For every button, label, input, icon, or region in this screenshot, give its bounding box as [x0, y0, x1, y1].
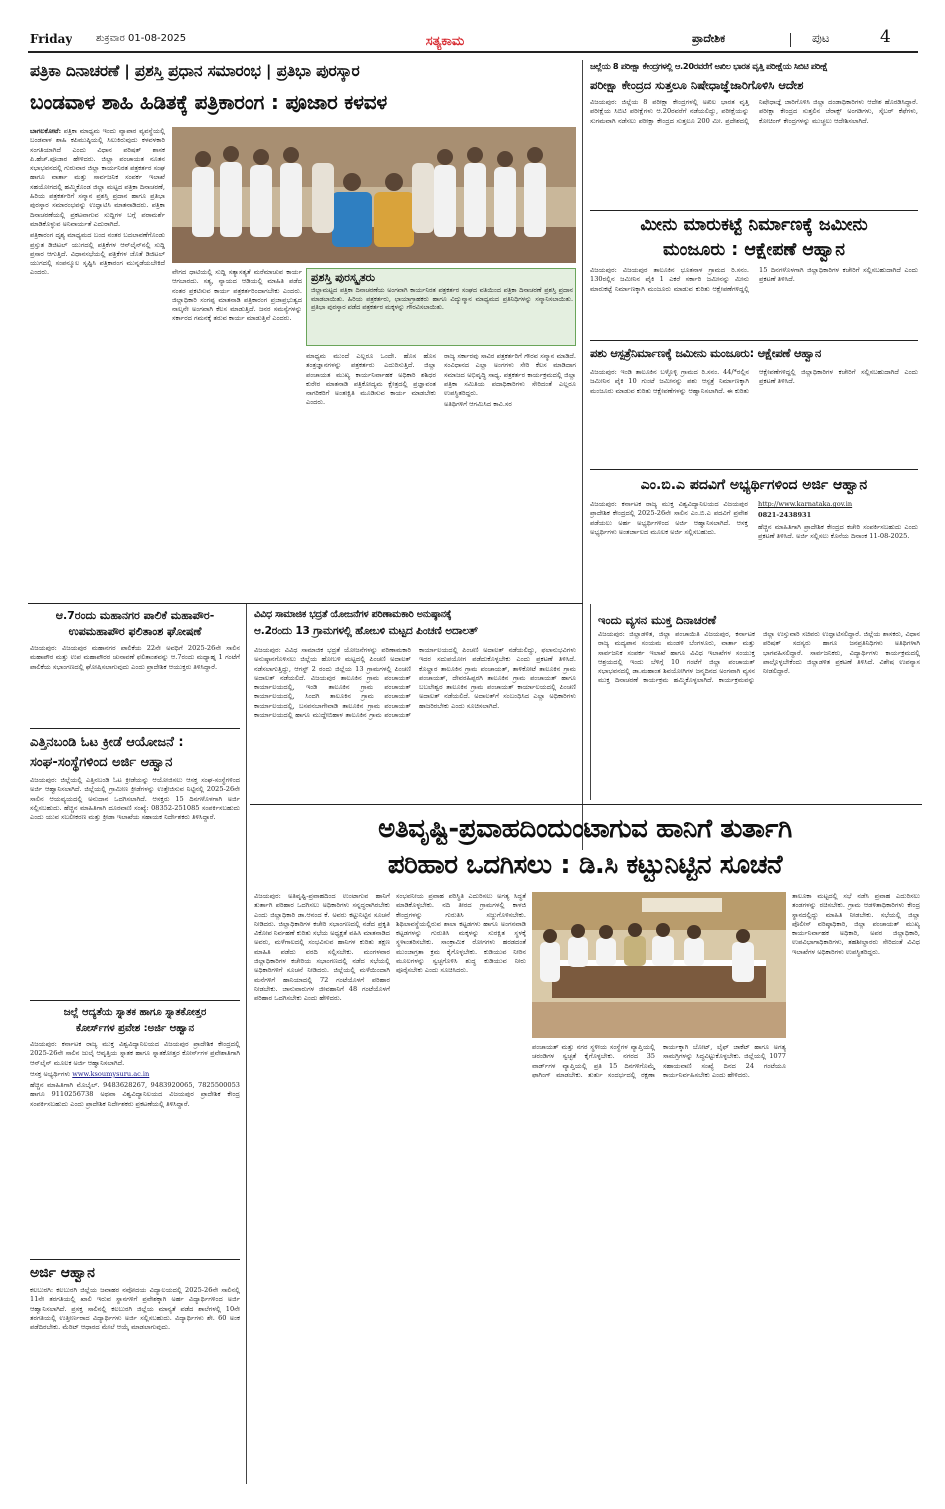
- flood-title-2: ಪರಿಹಾರ ಒದಗಿಸಲು : ಡಿ.ಸಿ ಕಟ್ಟುನಿಟ್ಟಿನ ಸೂಚನೆ: [387, 850, 783, 880]
- flood-top-rule: [250, 804, 922, 805]
- lead-caption-end: ಅತಿಥಿಗಳಿಗೆ ಆಗಮಿಸಿದ ಕಾವಿ.ಸರ: [444, 400, 512, 409]
- exam-text: ವಿಜಯಪುರ: ಜಿಲ್ಲೆಯ 8 ಪರೀಕ್ಷಾ ಕೇಂದ್ರಗಳಲ್ಲಿ ಅಖಿಲ ಭಾರತ ವೃತ್ತಿ ಪರೀಕ್ಷೆಯ ಸಿಬಿಟಿ ಪರೀಕ್ಷೆಗಳು ಆ.20ರವರೆಗೆ ನಡೆಯಲಿದ್ದು, ಪರೀಕ್ಷೆಯನ್ನು ಸುಗಮವಾಗಿ ನಡೆಸಲು ಪರೀಕ್ಷಾ ಕೇಂದ್ರದ ಸುತ್ತಲೂ 200 ಮೀ. ಪ್ರದೇಶದಲ್ಲಿ ನಿಷೇಧಾಜ್ಞೆ ಜಾರಿಗೊಳಿಸಿ ಜಿಲ್ಲಾ ದಂಡಾಧಿಕಾರಿಗಳು ಆದೇಶ ಹೊರಡಿಸಿದ್ದಾರೆ. ಪರೀಕ್ಷಾ ಕೇಂದ್ರದ ಸುತ್ತಲಿನ ಜೆರಾಕ್ಸ್ ಅಂಗಡಿಗಳು, ಸೈಬರ್ ಕೆಫೆಗಳು, ಕೋಚಿಂಗ್ ಕೇಂದ್ರಗಳನ್ನು ಮುಚ್ಚಲು ಆದೇಶಿಸಲಾಗಿದೆ.: [590, 98, 918, 125]
- flood-column-2: ಸಂಭವನೀಯ ಪ್ರವಾಹ ಪರಿಸ್ಥಿತಿ ಎದುರಿಸಲು ಅಗತ್ಯ ಸಿದ್ಧತೆ ಮಾಡಿಕೊಳ್ಳಬೇಕು. ನದಿ ತೀರದ ಗ್ರಾಮಗಳಲ್ಲಿ ಕಾಳಜಿ ಕೇಂದ್ರಗಳನ್ನು ಗುರುತಿಸಿ ಸಜ್ಜುಗೊಳಿಸಬೇಕು. ಶಿಥಿಲಾವಸ್ಥೆಯಲ್ಲಿರುವ ಶಾಲಾ ಕಟ್ಟಡಗಳು ಹಾಗೂ ಅಂಗನವಾಡಿ ಕಟ್ಟಡಗಳನ್ನು ಗುರುತಿಸಿ ಮಕ್ಕಳನ್ನು ಸುರಕ್ಷಿತ ಸ್ಥಳಕ್ಕೆ ಸ್ಥಳಾಂತರಿಸಬೇಕು. ಸಾಂಕ್ರಾಮಿಕ ರೋಗಗಳು ಹರಡದಂತೆ ಮುಂಜಾಗ್ರತಾ ಕ್ರಮ ಕೈಗೊಳ್ಳಬೇಕು. ಕುಡಿಯುವ ನೀರಿನ ಮೂಲಗಳನ್ನು ಸ್ವಚ್ಛಗೊಳಿಸಿ ಶುದ್ಧ ಕುಡಿಯುವ ನೀರು ಪೂರೈಸಬೇಕು ಎಂದು ಸೂಚಿಸಿದರು.: [396, 892, 526, 975]
- deaddiction-title: ಇಂದು ವ್ಯಸನ ಮುಕ್ತ ದಿನಾಚರಣೆ: [598, 613, 717, 627]
- flood-title-1: ಅತಿವೃಷ್ಟಿ-ಪ್ರವಾಹದಿಂದುಂಟಾಗುವ ಹಾನಿಗೆ ತುರ್ತಾಗಿ: [378, 814, 792, 844]
- mba-phone: 0821-2438931: [758, 511, 812, 520]
- mba-text: ವಿಜಯಪುರ: ಕರ್ನಾಟಕ ರಾಜ್ಯ ಮುಕ್ತ ವಿಶ್ವವಿದ್ಯಾನಿಲಯದ ವಿಜಯಪುರ ಪ್ರಾದೇಶಿಕ ಕೇಂದ್ರದಲ್ಲಿ 2025-26ನೇ ಸಾಲಿನ ಎಂ.ಬಿ.ಎ ಪದವಿಗೆ ಪ್ರವೇಶ ಪಡೆಯಲು ಅರ್ಹ ಅಭ್ಯರ್ಥಿಗಳಿಂದ ಅರ್ಜಿ ಆಹ್ವಾನಿಸಲಾಗಿದೆ. ಆಸಕ್ತ ಅಭ್ಯರ್ಥಿಗಳು ಅಂತರ್ಜಾಲದ ಮೂಲಕ ಅರ್ಜಿ ಸಲ್ಲಿಸಬಹುದು.: [590, 500, 748, 536]
- lead-text-3: ವೇಗದ ಧಾಟಿಯಲ್ಲಿ ಸುದ್ದಿ ಸತ್ಯಾಸತ್ಯತೆ ಮರೆಮಾಚುವ ಕಾರ್ಯ ಆಗಬಾರದು. ಸತ್ಯ, ನ್ಯಾಯದ ಆಡಿಯಲ್ಲಿ ಮಾಹಿತಿ ಪಡೆದ ನಂತರ ಪ್ರಕಟಿಸುವ ಕಾರ್ಯ ಪತ್ರಕರ್ತರಿಂದಾಗಬೇಕು ಎಂದರು. ಜಿಲ್ಲಾಧಿಕಾರಿ ಸಂಗಪ್ಪ ಮಾತನಾಡಿ ಪತ್ರಿಕಾರಂಗ ಪ್ರಜಾಪ್ರಭುತ್ವದ ನಾಲ್ಕನೇ ಅಂಗವಾಗಿ ಕೆಲಸ ಮಾಡುತ್ತಿದೆ. ಜನರ ಸಮಸ್ಯೆಗಳನ್ನು ಸರ್ಕಾರದ ಗಮನಕ್ಕೆ ತರುವ ಕಾರ್ಯ ಮಾಡುತ್ತಿವೆ ಎಂದರು.: [172, 268, 302, 323]
- left-column-rule: [246, 604, 247, 1484]
- middle-band-rule: [28, 603, 583, 604]
- courses-rule: [30, 1259, 240, 1260]
- masthead-page-label: ಪುಟ: [812, 31, 830, 45]
- lead-column-4: [444, 352, 576, 597]
- lead-column-1: [30, 127, 165, 597]
- lead-column-3: [306, 352, 436, 597]
- masthead-paper-text: ಸತ್ಯಕಾಮ: [425, 34, 465, 49]
- lead-photo-image: [172, 127, 576, 263]
- courses-title-2: ಕೋರ್ಸ್‌ಗಳ ಪ್ರವೇಶ :ಅರ್ಜಿ ಆಹ್ವಾನ: [75, 1023, 195, 1034]
- courses-site-label: ಆಸಕ್ತ ಅಭ್ಯರ್ಥಿಗಳು: [30, 1069, 71, 1078]
- mba-url[interactable]: http://www.karnataka.gov.in: [758, 500, 853, 508]
- mayor-title-2: ಉಪಮಹಾಪೌರ ಫಲಿತಾಂಶ ಘೋಷಣೆ: [68, 625, 202, 638]
- pension-title-1: ವಿವಿಧ ಸಾಮಾಜಿಕ ಭದ್ರತೆ ಯೋಜನೆಗಳ ಪರಿಣಾಮಕಾರಿ ಅನುಷ್ಠಾನಕ್ಕೆ: [254, 609, 452, 620]
- mba-title: ಎಂ.ಬಿ.ಎ ಪದವಿಗೆ ಅಭ್ಯರ್ಥಿಗಳಿಂದ ಅರ್ಜಿ ಆಹ್ವಾನ: [640, 477, 868, 493]
- lead-text-4: ಮಾಧ್ಯಮ ಮುಂದೆ ಎಲ್ಲರೂ ಒಂದೇ. ಹೊಸ ಹೊಸ ತಂತ್ರಜ್ಞಾನಗಳನ್ನು ಪತ್ರಕರ್ತರು ಎದುರಿಸುತ್ತಿದೆ. ಜಿಲ್ಲಾ ಪಂಚಾಯತ ಮುಖ್ಯ ಕಾರ್ಯನಿರ್ವಾಹಕ ಅಧಿಕಾರಿ ಶಶಿಧರ ಕುರೇರ ಮಾತನಾಡಿ ಪತ್ರಿಕೋದ್ಯಮ ಕ್ಷೇತ್ರದಲ್ಲಿ ಪ್ರಜ್ಞಾವಂತ ನಾಗರಿಕರಿಗೆ ಅಂತಃಕ್ಷಿತಿ ಮೂಡಿಸುವ ಕಾರ್ಯ ಮಾಡಬೇಕು ಎಂದರು.: [306, 352, 436, 407]
- fish-text: ವಿಜಯಪುರ: ವಿಜಯಪುರ ತಾಲೂಕಿನ ಭೂತನಾಳ ಗ್ರಾಮದ ರಿ.ಸನಂ. 130ರಲ್ಲಿನ ಜಮೀನಿನ ಪೈಕಿ 1 ಎಕರೆ ಸರ್ಕಾರಿ ಜಮೀನನ್ನು ಮೀನು ಮಾರುಕಟ್ಟೆ ನಿರ್ಮಾಣಕ್ಕಾಗಿ ಮಂಜೂರು ಮಾಡುವ ಕುರಿತು ಆಕ್ಷೇಪಣೆಗಳಿದ್ದಲ್ಲಿ 15 ದಿನಗಳೊಳಗಾಗಿ ಜಿಲ್ಲಾಧಿಕಾರಿಗಳ ಕಚೇರಿಗೆ ಸಲ್ಲಿಸಬಹುದಾಗಿದೆ ಎಂದು ಪ್ರಕಟಣೆ ತಿಳಿಸಿದೆ.: [590, 266, 918, 293]
- masthead-paper-name: [370, 30, 520, 50]
- mba-end-text: ಹೆಚ್ಚಿನ ಮಾಹಿತಿಗಾಗಿ ಪ್ರಾದೇಶಿಕ ಕೇಂದ್ರದ ಕಚೇರಿ ಸಂಪರ್ಕಿಸಬಹುದು ಎಂದು ಪ್ರಕಟಣೆ ತಿಳಿಸಿದೆ. ಅರ್ಜಿ ಸಲ್ಲಿಸಲು ಕೊನೆಯ ದಿನಾಂಕ 11-08-2025.: [758, 522, 918, 540]
- flood-column-3: ಪಂಚಾಯತ್ ಮತ್ತು ನಗರ ಸ್ಥಳೀಯ ಸಂಸ್ಥೆಗಳ ವ್ಯಾಪ್ತಿಯಲ್ಲಿ ಚರಂಡಿಗಳ ಸ್ವಚ್ಛತೆ ಕೈಗೊಳ್ಳಬೇಕು. ನಗರದ 35 ವಾರ್ಡ್‌ಗಳ ವ್ಯಾಪ್ತಿಯಲ್ಲಿ ಪ್ರತಿ 15 ದಿನಗಳಿಗೊಮ್ಮೆ ಫಾಗಿಂಗ್ ಮಾಡಬೇಕು. ತುರ್ತು ಸಂದರ್ಭದಲ್ಲಿ ರಕ್ಷಣಾ ಕಾರ್ಯಕ್ಕಾಗಿ ಬೋಟ್, ಲೈಫ್ ಜಾಕೆಟ್ ಹಾಗೂ ಅಗತ್ಯ ಸಾಮಗ್ರಿಗಳನ್ನು ಸಿದ್ಧವಿಟ್ಟುಕೊಳ್ಳಬೇಕು. ಜಿಲ್ಲೆಯಲ್ಲಿ 1077 ಸಹಾಯವಾಣಿ ಸಂಖ್ಯೆ ದಿನದ 24 ಗಂಟೆಯೂ ಕಾರ್ಯನಿರ್ವಹಿಸಬೇಕು ಎಂದು ಹೇಳಿದರು.: [532, 1043, 786, 1079]
- lead-text-1: ಪತ್ರಿಕಾ ಮಾಧ್ಯಮ ಇಂದು ವ್ಯಾಪಾರ ವ್ಯವಸ್ಥೆಯಲ್ಲಿ ಬಂಡವಾಳ ಶಾಹಿ ಕಪಿಮುಷ್ಠಿಯಲ್ಲಿ ಸಿಲುಕಿರುವುದು ಕಳವಳಕಾರಿ ಸಂಗತಿಯಾಗಿದೆ ಎಂದು ವಿಧಾನ ಪರಿಷತ್ ಶಾಸಕ ಪಿ.ಹೆಚ್.ಪೂಜಾರ ಹೇಳಿದರು. ಜಿಲ್ಲಾ ಪಂಚಾಯತ ನೂತನ ಸಭಾಭವನದಲ್ಲಿ ಗುರುವಾರ ಜಿಲ್ಲಾ ಕಾರ್ಯನಿರತ ಪತ್ರಕರ್ತರ ಸಂಘ ಹಾಗೂ ವಾರ್ತಾ ಮತ್ತು ಸಾರ್ವಜನಿಕ ಸಂಪರ್ಕ ಇಲಾಖೆ ಸಹಯೋಗದಲ್ಲಿ ಹಮ್ಮಿಕೊಂಡ ಜಿಲ್ಲಾ ಮಟ್ಟದ ಪತ್ರಿಕಾ ದಿನಾಚರಣೆ, ಹಿರಿಯ ಪತ್ರಕರ್ತರಿಗೆ ಸನ್ಮಾನ ಪ್ರಶಸ್ತಿ ಪ್ರದಾನ ಹಾಗೂ ಪ್ರತಿಭಾ ಪುರಸ್ಕಾರ ಸಮಾರಂಭವನ್ನು ಉದ್ಘಾಟಿಸಿ ಮಾತನಾಡಿದರು. ಪತ್ರಿಕಾ ದಿನಾಚರಣೆಯಲ್ಲಿ ಪ್ರಕಟವಾಗುವ ಸುದ್ದಿಗಳ ಬಗ್ಗೆ ಪರಾಮರ್ಶೆ ಮಾಡಿಕೊಳ್ಳುವ ಅನಿವಾರ್ಯತೆ ಎದುರಾಗಿದೆ.: [30, 127, 165, 228]
- sports-rule: [30, 1000, 240, 1001]
- pension-rule: [590, 604, 591, 800]
- courses-phones: ಹೆಚ್ಚಿನ ಮಾಹಿತಿಗಾಗಿ ಮೊಬೈಲ್. 9483628267, 9483920065, 7825500053 ಹಾಗೂ 9110256738 ಅಥವಾ ವಿಶ್ವವಿದ್ಯಾನಿಲಯದ ವಿಜಯಪುರ ಪ್ರಾದೇಶಿಕ ಕೇಂದ್ರ ಸಂಪರ್ಕಿಸಬಹುದು ಎಂದು ಪ್ರಾದೇಶಿಕ ನಿರ್ದೇಶಕರು ಪ್ರಕಟಣೆಯಲ್ಲಿ ತಿಳಿಸಿದ್ದಾರೆ.: [30, 1081, 240, 1108]
- lead-headline-1: ಪತ್ರಿಕಾ ದಿನಾಚರಣೆ | ಪ್ರಶಸ್ತಿ ಪ್ರಧಾನ ಸಮಾರಂಭ | ಪ್ರತಿಭಾ ಪುರಸ್ಕಾರ: [30, 62, 360, 80]
- fish-title-2: ಮಂಜೂರು : ಆಕ್ಷೇಪಣೆ ಆಹ್ವಾನ: [663, 240, 845, 260]
- masthead-divider: [790, 33, 791, 47]
- sports-text: ವಿಜಯಪುರ: ಜಿಲ್ಲೆಯಲ್ಲಿ ಎತ್ತಿನಬಂಡಿ ಓಟ ಕ್ರೀಡೆಯನ್ನು ಆಯೋಜಿಸಲು ಆಸಕ್ತ ಸಂಘ-ಸಂಸ್ಥೆಗಳಿಂದ ಅರ್ಜಿ ಆಹ್ವಾನಿಸಲಾಗಿದೆ. ಜಿಲ್ಲೆಯಲ್ಲಿ ಗ್ರಾಮೀಣ ಕ್ರೀಡೆಗಳನ್ನು ಉತ್ತೇಜಿಸುವ ನಿಟ್ಟಿನಲ್ಲಿ 2025-26ನೇ ಸಾಲಿನ ಆಯವ್ಯಯದಲ್ಲಿ ಅನುದಾನ ಒದಗಿಸಲಾಗಿದೆ. ಆಸಕ್ತರು 15 ದಿನಗಳೊಳಗಾಗಿ ಅರ್ಜಿ ಸಲ್ಲಿಸಬಹುದು. ಹೆಚ್ಚಿನ ಮಾಹಿತಿಗಾಗಿ ದೂರವಾಣಿ ಸಂಖ್ಯೆ: 08352-251085 ಸಂಪರ್ಕಿಸಬಹುದು ಎಂದು ಯುವ ಸಬಲೀಕರಣ ಮತ್ತು ಕ್ರೀಡಾ ಇಲಾಖೆಯ ಸಹಾಯಕ ನಿರ್ದೇಶಕರು ತಿಳಿಸಿದ್ದಾರೆ.: [30, 776, 240, 822]
- lead-column-2: [172, 268, 302, 598]
- masthead-section: ಪ್ರಾದೇಶಿಕ: [692, 32, 726, 45]
- mayor-rule: [30, 728, 240, 729]
- award-box: [306, 268, 576, 346]
- masthead-day: Friday: [30, 32, 73, 46]
- application-title: ಅರ್ಜಿ ಆಹ್ವಾನ: [30, 1265, 95, 1281]
- lead-text-2: ಪತ್ರಿಕಾರಂಗ ದೃಶ್ಯ ಮಾಧ್ಯಮದ ಬಂದ ನಂತರ ಬದಲಾವಣೆಗೊಂಡು ಪ್ರಸ್ತುತ ಡಿಜಿಟಲ್ ಯುಗದಲ್ಲಿ ಪತ್ರಿಕೆಗಳ ಆನ್‌ಲೈನ್‌ನಲ್ಲಿ ಸುದ್ದಿ ಪ್ರಸಾರ ಆಗುತ್ತಿದೆ. ವಿಧಾನಸಭೆಯಲ್ಲಿ ಪತ್ರಿಕೆಗಳ ಜೊತೆ ಡಿಜಿಟಲ್ ಯುಗದಲ್ಲಿ ಸಂಪನ್ಮೂಲ ಸೃಷ್ಟಿಸಿ ಪತ್ರಿಕಾರಂಗ ಮುನ್ನಡೆಯಬೇಕಿದೆ ಎಂದರು.: [30, 231, 165, 277]
- exam-title-1: ಜಲ್ಲೆಯ 8 ಪರೀಕ್ಷಾ ಕೇಂದ್ರಗಳಲ್ಲಿ ಆ.20ರವರೆಗೆ ಅಖಿಲ ಭಾರತ ವೃತ್ತಿ ಪರೀಕ್ಷೆಯ ಸಿಬಿಟಿ ಪರೀಕ್ಷೆ: [590, 61, 828, 71]
- mayor-title-1: ಆ.7ರಂದು ಮಹಾನಗರ ಪಾಲಿಕೆ ಮಹಾಪೌರ-: [55, 609, 215, 622]
- deaddiction-text: ವಿಜಯಪುರ: ಜಿಲ್ಲಾಡಳಿತ, ಜಿಲ್ಲಾ ಪಂಚಾಯಿತಿ ವಿಜಯಪುರ, ಕರ್ನಾಟಕ ರಾಜ್ಯ ಮದ್ಯಪಾನ ಸಂಯಮ ಮಂಡಳಿ ಬೆಂಗಳೂರು, ವಾರ್ತಾ ಮತ್ತು ಸಾರ್ವಜನಿಕ ಸಂಪರ್ಕ ಇಲಾಖೆ ಹಾಗೂ ವಿವಿಧ ಇಲಾಖೆಗಳ ಸಂಯುಕ್ತ ಆಶ್ರಯದಲ್ಲಿ ಇಂದು ಬೆಳಿಗ್ಗೆ 10 ಗಂಟೆಗೆ ಜಿಲ್ಲಾ ಪಂಚಾಯತ್ ಸಭಾಭವನದಲ್ಲಿ ಡಾ.ಮಹಾಂತ ಶಿವಯೋಗಿಗಳ ಜನ್ಮದಿನದ ಅಂಗವಾಗಿ ವ್ಯಸನ ಮುಕ್ತ ದಿನಾಚರಣೆ ಕಾರ್ಯಕ್ರಮ ಹಮ್ಮಿಕೊಳ್ಳಲಾಗಿದೆ. ಕಾರ್ಯಕ್ರಮವನ್ನು ಜಿಲ್ಲಾ ಉಸ್ತುವಾರಿ ಸಚಿವರು ಉದ್ಘಾಟಿಸಲಿದ್ದಾರೆ. ಜಿಲ್ಲೆಯ ಶಾಸಕರು, ವಿಧಾನ ಪರಿಷತ್ ಸದಸ್ಯರು ಹಾಗೂ ಜನಪ್ರತಿನಿಧಿಗಳು ಅತಿಥಿಗಳಾಗಿ ಭಾಗವಹಿಸಲಿದ್ದಾರೆ. ಸಾರ್ವಜನಿಕರು, ವಿದ್ಯಾರ್ಥಿಗಳು ಕಾರ್ಯಕ್ರಮದಲ್ಲಿ ಪಾಲ್ಗೊಳ್ಳಬೇಕೆಂದು ಜಿಲ್ಲಾಡಳಿತ ಪ್ರಕಟಣೆ ತಿಳಿಸಿದೆ. ವಿಶೇಷ ಉಪನ್ಯಾಸ ನೀಡಲಿದ್ದಾರೆ.: [598, 630, 920, 685]
- application-text: ಕಲಬುರಗಿ: ಕಲಬುರಗಿ ಜಿಲ್ಲೆಯ ಜವಾಹರ ನವೋದಯ ವಿದ್ಯಾಲಯದಲ್ಲಿ 2025-26ನೇ ಸಾಲಿನಲ್ಲಿ 11ನೇ ತರಗತಿಯಲ್ಲಿ ಖಾಲಿ ಇರುವ ಸ್ಥಾನಗಳಿಗೆ ಪ್ರವೇಶಕ್ಕಾಗಿ ಅರ್ಹ ವಿದ್ಯಾರ್ಥಿಗಳಿಂದ ಅರ್ಜಿ ಆಹ್ವಾನಿಸಲಾಗಿದೆ. ಪ್ರಸಕ್ತ ಸಾಲಿನಲ್ಲಿ ಕಲಬುರಗಿ ಜಿಲ್ಲೆಯ ಮಾನ್ಯತೆ ಪಡೆದ ಶಾಲೆಗಳಲ್ಲಿ 10ನೇ ತರಗತಿಯಲ್ಲಿ ಉತ್ತೀರ್ಣರಾದ ವಿದ್ಯಾರ್ಥಿಗಳು ಅರ್ಜಿ ಸಲ್ಲಿಸಬಹುದು. ವಿದ್ಯಾರ್ಥಿಗಳು ಶೇ. 60 ಅಂಕ ಪಡೆದಿರಬೇಕು. ಮೆರಿಟ್ ಆಧಾರದ ಮೇಲೆ ಆಯ್ಕೆ ಮಾಡಲಾಗುವುದು.: [30, 1286, 240, 1332]
- flood-meeting-photo: [532, 892, 786, 1038]
- flood-column-4: ತಾಲೂಕಾ ಮಟ್ಟದಲ್ಲಿ ಸಭೆ ನಡೆಸಿ ಪ್ರವಾಹ ಎದುರಿಸಲು ತಂಡಗಳನ್ನು ರಚಿಸಬೇಕು. ಗ್ರಾಮ ಆಡಳಿತಾಧಿಕಾರಿಗಳು ಕೇಂದ್ರ ಸ್ಥಾನದಲ್ಲಿದ್ದು ಮಾಹಿತಿ ನೀಡಬೇಕು. ಸಭೆಯಲ್ಲಿ ಜಿಲ್ಲಾ ಪೊಲೀಸ್ ವರಿಷ್ಠಾಧಿಕಾರಿ, ಜಿಲ್ಲಾ ಪಂಚಾಯತ್ ಮುಖ್ಯ ಕಾರ್ಯನಿರ್ವಾಹಕ ಅಧಿಕಾರಿ, ಅಪರ ಜಿಲ್ಲಾಧಿಕಾರಿ, ಉಪವಿಭಾಗಾಧಿಕಾರಿಗಳು, ತಹಶೀಲ್ದಾರರು ಸೇರಿದಂತೆ ವಿವಿಧ ಇಲಾಖೆಗಳ ಅಧಿಕಾರಿಗಳು ಉಪಸ್ಥಿತರಿದ್ದರು.: [792, 892, 920, 956]
- fish-rule: [590, 340, 918, 341]
- masthead-page-number: 4: [880, 27, 891, 47]
- masthead-rule: [28, 51, 918, 53]
- flood-column-1: ವಿಜಯಪುರ: ಅತಿವೃಷ್ಟಿ-ಪ್ರವಾಹದಿಂದ ಉಂಟಾಗುವ ಹಾನಿಗೆ ತುರ್ತಾಗಿ ಪರಿಹಾರ ಒದಗಿಸಲು ಅಧಿಕಾರಿಗಳು ಸನ್ನದ್ಧರಾಗಿರಬೇಕು ಎಂದು ಜಿಲ್ಲಾಧಿಕಾರಿ ಡಾ.ಆನಂದ ಕೆ. ಅವರು ಕಟ್ಟುನಿಟ್ಟಿನ ಸೂಚನೆ ನೀಡಿದರು. ಜಿಲ್ಲಾಧಿಕಾರಿಗಳ ಕಚೇರಿ ಸಭಾಂಗಣದಲ್ಲಿ ನಡೆದ ಪ್ರಕೃತಿ ವಿಕೋಪ ನಿರ್ವಹಣೆ ಕುರಿತು ಸಭೆಯ ಅಧ್ಯಕ್ಷತೆ ವಹಿಸಿ ಮಾತನಾಡಿದ ಅವರು, ಮಳೆಗಾಲದಲ್ಲಿ ಸಂಭವಿಸುವ ಹಾನಿಗಳ ಕುರಿತು ತಕ್ಷಣ ಮಾಹಿತಿ ಪಡೆದು ವರದಿ ಸಲ್ಲಿಸಬೇಕು. ಮಂಗಳವಾರ ಜಿಲ್ಲಾಧಿಕಾರಿಗಳ ಕಚೇರಿಯ ಸಭಾಂಗಣದಲ್ಲಿ ನಡೆದ ಸಭೆಯಲ್ಲಿ ಅಧಿಕಾರಿಗಳಿಗೆ ಸೂಚನೆ ನೀಡಿದರು. ಜಿಲ್ಲೆಯಲ್ಲಿ ಮಳೆಯಿಂದಾಗಿ ಮನೆಗಳಿಗೆ ಹಾನಿಯಾದಲ್ಲಿ 72 ಗಂಟೆಯೊಳಗೆ ಪರಿಹಾರ ನೀಡಬೇಕು. ಜಾನುವಾರುಗಳ ಜೀವಹಾನಿಗೆ 48 ಗಂಟೆಯೊಳಗೆ ಪರಿಹಾರ ಒದಗಿಸಬೇಕು ಎಂದು ಹೇಳಿದರು.: [254, 892, 390, 1003]
- masthead-date: ಶುಕ್ರವಾರ 01-08-2025: [96, 33, 187, 44]
- award-box-title: ಪ್ರಶಸ್ತಿ ಪುರಸ್ಕೃತರು: [311, 271, 375, 284]
- column-rule-right: [582, 60, 583, 850]
- lead-photo: [172, 127, 576, 263]
- pension-title-2: ಆ.2ರಂದು 13 ಗ್ರಾಮಗಳಲ್ಲಿ ಹೋಬಳಿ ಮಟ್ಟದ ಪಿಂಚಣಿ ಅದಾಲತ್: [254, 625, 478, 637]
- mba-col-1: [590, 500, 748, 610]
- award-box-text: ಜಿಲ್ಲಾಮಟ್ಟದ ಪತ್ರಿಕಾ ದಿನಾಚರಣೆಯ ಅಂಗವಾಗಿ ಕಾರ್ಯನಿರತ ಪತ್ರಕರ್ತರ ಸಂಘದ ವತಿಯಿಂದ ಪತ್ರಿಕಾ ದಿನಾಚರಣೆ ಪ್ರಶಸ್ತಿ ಪ್ರದಾನ ಮಾಡಲಾಯಿತು. ಹಿರಿಯ ಪತ್ರಕರ್ತರು, ಛಾಯಾಗ್ರಾಹಕರು ಹಾಗೂ ವಿದ್ಯುನ್ಮಾನ ಮಾಧ್ಯಮದ ಪ್ರತಿನಿಧಿಗಳನ್ನು ಸನ್ಮಾನಿಸಲಾಯಿತು. ಪ್ರತಿಭಾ ಪುರಸ್ಕಾರ ಪಡೆದ ಪತ್ರಕರ್ತರ ಮಕ್ಕಳನ್ನು ಗೌರವಿಸಲಾಯಿತು.: [311, 286, 573, 312]
- exam-title-2: ಪರೀಕ್ಷಾ ಕೇಂದ್ರದ ಸುತ್ತಲೂ ನಿಷೇಧಾಜ್ಞೆಜಾರಿಗೊಳಿಸಿ ಆದೇಶ: [590, 78, 804, 92]
- lead-dateline: ಬಾಗಲಕೋಟೆ:: [30, 127, 62, 135]
- fish-title-1: ಮೀನು ಮಾರುಕಟ್ಟೆ ನಿರ್ಮಾಣಕ್ಕೆ ಜಮೀನು: [640, 215, 868, 235]
- vet-rule: [590, 469, 918, 470]
- mba-col-2: [758, 500, 918, 610]
- courses-site-link[interactable]: www.ksoumysuru.ac.in: [72, 1069, 150, 1078]
- pension-text: ವಿಜಯಪುರ: ವಿವಿಧ ಸಾಮಾಜಿಕ ಭದ್ರತೆ ಯೋಜನೆಗಳನ್ನು ಪರಿಣಾಮಕಾರಿ ಅನುಷ್ಠಾನಗೊಳಿಸಲು ಜಿಲ್ಲೆಯ ಹೋಬಳಿ ಮಟ್ಟದಲ್ಲಿ ಪಿಂಚಣಿ ಅದಾಲತ್ ನಡೆಸಲಾಗುತ್ತಿದ್ದು, ಆಗಸ್ಟ್ 2 ರಂದು ಜಿಲ್ಲೆಯ 13 ಗ್ರಾಮಗಳಲ್ಲಿ ಪಿಂಚಣಿ ಅದಾಲತ್ ನಡೆಯಲಿದೆ. ವಿಜಯಪುರ ತಾಲೂಕಿನ ಗ್ರಾಮ ಪಂಚಾಯತ್ ಕಾರ್ಯಾಲಯದಲ್ಲಿ, ಇಂಡಿ ತಾಲೂಕಿನ ಗ್ರಾಮ ಪಂಚಾಯತ್ ಕಾರ್ಯಾಲಯದಲ್ಲಿ, ಸಿಂದಗಿ ತಾಲೂಕಿನ ಗ್ರಾಮ ಪಂಚಾಯತ್ ಕಾರ್ಯಾಲಯದಲ್ಲಿ, ಬಸವನಬಾಗೇವಾಡಿ ತಾಲೂಕಿನ ಗ್ರಾಮ ಪಂಚಾಯತ್ ಕಾರ್ಯಾಲಯದಲ್ಲಿ ಹಾಗೂ ಮುದ್ದೇಬಿಹಾಳ ತಾಲೂಕಿನ ಗ್ರಾಮ ಪಂಚಾಯತ್ ಕಾರ್ಯಾಲಯದಲ್ಲಿ ಪಿಂಚಣಿ ಅದಾಲತ್ ನಡೆಯಲಿದ್ದು, ಫಲಾನುಭವಿಗಳು ಇದರ ಸದುಪಯೋಗ ಪಡೆದುಕೊಳ್ಳಬೇಕು ಎಂದು ಪ್ರಕಟಣೆ ತಿಳಿಸಿದೆ. ಕೊಲ್ಹಾರ ತಾಲೂಕಿನ ಗ್ರಾಮ ಪಂಚಾಯತ್, ತಾಳಿಕೋಟೆ ತಾಲೂಕಿನ ಗ್ರಾಮ ಪಂಚಾಯತ್, ದೇವರಹಿಪ್ಪರಗಿ ತಾಲೂಕಿನ ಗ್ರಾಮ ಪಂಚಾಯತ್ ಹಾಗೂ ಬಬಲೇಶ್ವರ ತಾಲೂಕಿನ ಗ್ರಾಮ ಪಂಚಾಯತ್ ಕಾರ್ಯಾಲಯದಲ್ಲಿ ಪಿಂಚಣಿ ಅದಾಲತ್ ನಡೆಯಲಿದೆ. ಅದಾಲತ್‌ಗೆ ಸಂಬಂಧಿಸಿದ ಎಲ್ಲಾ ಅಧಿಕಾರಿಗಳು ಹಾಜರಿರಬೇಕು ಎಂದು ಸೂಚಿಸಲಾಗಿದೆ.: [254, 646, 576, 720]
- mayor-text: ವಿಜಯಪುರ: ವಿಜಯಪುರ ಮಹಾನಗರ ಪಾಲಿಕೆಯ 22ನೇ ಅವಧಿಗೆ 2025-26ನೇ ಸಾಲಿನ ಮಹಾಪೌರ ಮತ್ತು ಉಪ ಮಹಾಪೌರರ ಚುನಾವಣೆ ಫಲಿತಾಂಶವನ್ನು ಆ.7ರಂದು ಮಧ್ಯಾಹ್ನ 1 ಗಂಟೆಗೆ ಪಾಲಿಕೆಯ ಸಭಾಂಗಣದಲ್ಲಿ ಘೋಷಿಸಲಾಗುವುದು ಎಂದು ಪ್ರಾದೇಶಿಕ ಆಯುಕ್ತರು ತಿಳಿಸಿದ್ದಾರೆ.: [30, 644, 240, 671]
- courses-box: [30, 1040, 240, 1255]
- lead-headline-2: ಬಂಡವಾಳ ಶಾಹಿ ಹಿಡಿತಕ್ಕೆ ಪತ್ರಿಕಾರಂಗ : ಪೂಜಾರ ಕಳವಳ: [30, 90, 388, 114]
- flood-meeting-photo-image: [532, 892, 786, 1038]
- sports-title-2: ಸಂಘ-ಸಂಸ್ಥೆಗಳಿಂದ ಅರ್ಜಿ ಆಹ್ವಾನ: [30, 755, 173, 770]
- vet-text: ವಿಜಯಪುರ: ಇಂಡಿ ತಾಲೂಕಿನ ಬಳ್ಳೊಳ್ಳಿ ಗ್ರಾಮದ ರಿ.ಸನಂ. 44/*ರಲ್ಲಿನ ಜಮೀನಿನ ಪೈಕಿ 10 ಗುಂಟೆ ಜಮೀನನ್ನು ಪಶು ಆಸ್ಪತ್ರೆ ನಿರ್ಮಾಣಕ್ಕಾಗಿ ಮಂಜೂರು ಮಾಡುವ ಕುರಿತು ಆಕ್ಷೇಪಣೆಗಳನ್ನು ಆಹ್ವಾನಿಸಲಾಗಿದೆ. ಈ ಕುರಿತು ಆಕ್ಷೇಪಣೆಗಳಿದ್ದಲ್ಲಿ ಜಿಲ್ಲಾಧಿಕಾರಿಗಳ ಕಚೇರಿಗೆ ಸಲ್ಲಿಸಬಹುದಾಗಿದೆ ಎಂದು ಪ್ರಕಟಣೆ ತಿಳಿಸಿದೆ.: [590, 368, 918, 395]
- exam-rule: [590, 210, 918, 211]
- courses-title-1: ಜಲ್ಲೆ ಆದ್ಯತೆಯ ಸ್ನಾತಕ ಹಾಗೂ ಸ್ನಾತಕೋತ್ತರ: [63, 1007, 207, 1018]
- lead-text-5: ರಾಜ್ಯ ಸರ್ಕಾರವು ಸಾವಿರ ಪತ್ರಕರ್ತರಿಗೆ ಗೌರವ ಸನ್ಮಾನ ಮಾಡಿದೆ. ಸಂವಿಧಾನದ ಎಲ್ಲಾ ಅಂಗಗಳು ಸೇರಿ ಕೆಲಸ ಮಾಡಿದಾಗ ಸಮಾಜದ ಅಭಿವೃದ್ಧಿ ಸಾಧ್ಯ. ಪತ್ರಕರ್ತರ ಕಾರ್ಯಕ್ರಮದಲ್ಲಿ ಜಿಲ್ಲಾ ಪತ್ರಿಕಾ ಸಮಿತಿಯ ಪದಾಧಿಕಾರಿಗಳು ಸೇರಿದಂತೆ ಎಲ್ಲರೂ ಉಪಸ್ಥಿತರಿದ್ದರು.: [444, 352, 576, 398]
- vet-title: ಪಶು ಆಸ್ಪತ್ರೆನಿರ್ಮಾಣಕ್ಕೆ ಜಮೀನು ಮಂಜೂರು: ಆಕ್ಷೇಪಣೆ ಆಹ್ವಾನ: [590, 347, 821, 360]
- courses-text: ವಿಜಯಪುರ: ಕರ್ನಾಟಕ ರಾಜ್ಯ ಮುಕ್ತ ವಿಶ್ವವಿದ್ಯಾನಿಲಯದ ವಿಜಯಪುರ ಪ್ರಾದೇಶಿಕ ಕೇಂದ್ರದಲ್ಲಿ 2025-26ನೇ ಸಾಲಿನ ಜುಲೈ ಆವೃತ್ತಿಯ ಸ್ನಾತಕ ಹಾಗೂ ಸ್ನಾತಕೋತ್ತರ ಕೋರ್ಸ್‌ಗಳ ಪ್ರವೇಶಾತಿಗಾಗಿ ಆನ್‌ಲೈನ್ ಮೂಲಕ ಅರ್ಜಿ ಆಹ್ವಾನಿಸಲಾಗಿದೆ.: [30, 1040, 240, 1067]
- sports-title-1: ಎತ್ತಿನಬಂಡಿ ಓಟ ಕ್ರೀಡೆ ಆಯೋಜನೆ :: [30, 735, 184, 750]
